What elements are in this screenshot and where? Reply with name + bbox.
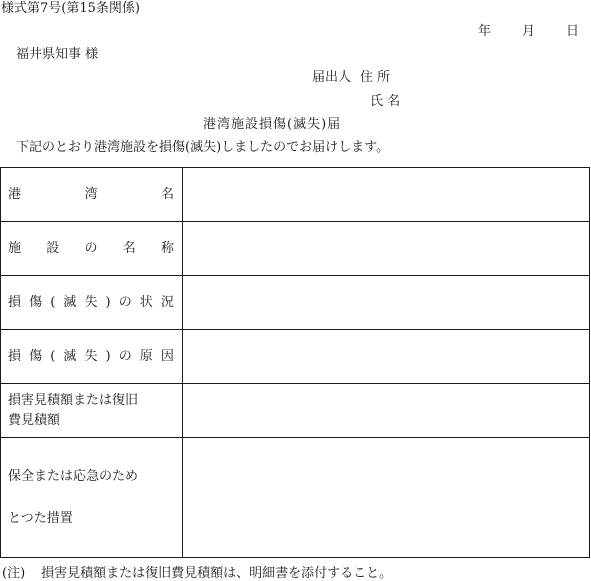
label-line: 費見積額 <box>8 412 61 428</box>
applicant-address-row <box>312 71 390 84</box>
harbor-name-cell[interactable] <box>183 168 590 222</box>
table-row <box>1 330 590 384</box>
damage-estimate-cell[interactable] <box>183 384 590 438</box>
table-row <box>1 222 590 276</box>
year-label: 年 <box>478 24 492 39</box>
addressee: 福井県知事 様 <box>16 47 99 62</box>
table-row <box>1 168 590 222</box>
name-label: 氏 名 <box>370 94 401 109</box>
row-label <box>1 276 183 330</box>
footnote-mark: (注) <box>2 566 26 581</box>
table-row <box>1 384 590 438</box>
document-title: 港湾施設損傷(滅失)届 <box>203 117 342 132</box>
label-line: とつた措置 <box>8 510 73 526</box>
footnote <box>2 567 392 580</box>
table-row <box>1 276 590 330</box>
justified-label: 港 湾 名 <box>8 187 174 202</box>
label-line: 保全または応急のため <box>8 468 139 484</box>
measures-taken-cell[interactable] <box>183 438 590 558</box>
row-label <box>1 222 183 276</box>
intro-text: 下記のとおり港湾施設を損傷(滅失)しましたのでお届けします。 <box>16 140 390 155</box>
form-table <box>0 167 590 558</box>
justified-label: 施 設 の 名 称 <box>8 241 174 256</box>
address-label: 住 所 <box>360 70 391 85</box>
applicant-name-row <box>370 95 400 108</box>
applicant-label: 届出人 <box>312 70 352 85</box>
footnote-text: 損害見積額または復旧費見積額は、明細書を添付すること。 <box>41 566 393 581</box>
damage-status-cell[interactable] <box>183 276 590 330</box>
row-label <box>1 168 183 222</box>
row-label <box>1 330 183 384</box>
form-number: 様式第7号(第15条関係) <box>1 1 140 16</box>
label-line: 損害見積額または復旧 <box>8 392 139 408</box>
table-row <box>1 438 590 558</box>
justified-label: 損 傷 ( 滅 失 ) の 原 因 <box>8 349 174 364</box>
day-label: 日 <box>566 24 580 39</box>
damage-cause-cell[interactable] <box>183 330 590 384</box>
facility-name-cell[interactable] <box>183 222 590 276</box>
month-label: 月 <box>522 24 536 39</box>
row-label <box>1 384 183 438</box>
justified-label: 損 傷 ( 滅 失 ) の 状 況 <box>8 295 174 310</box>
row-label <box>1 438 183 558</box>
